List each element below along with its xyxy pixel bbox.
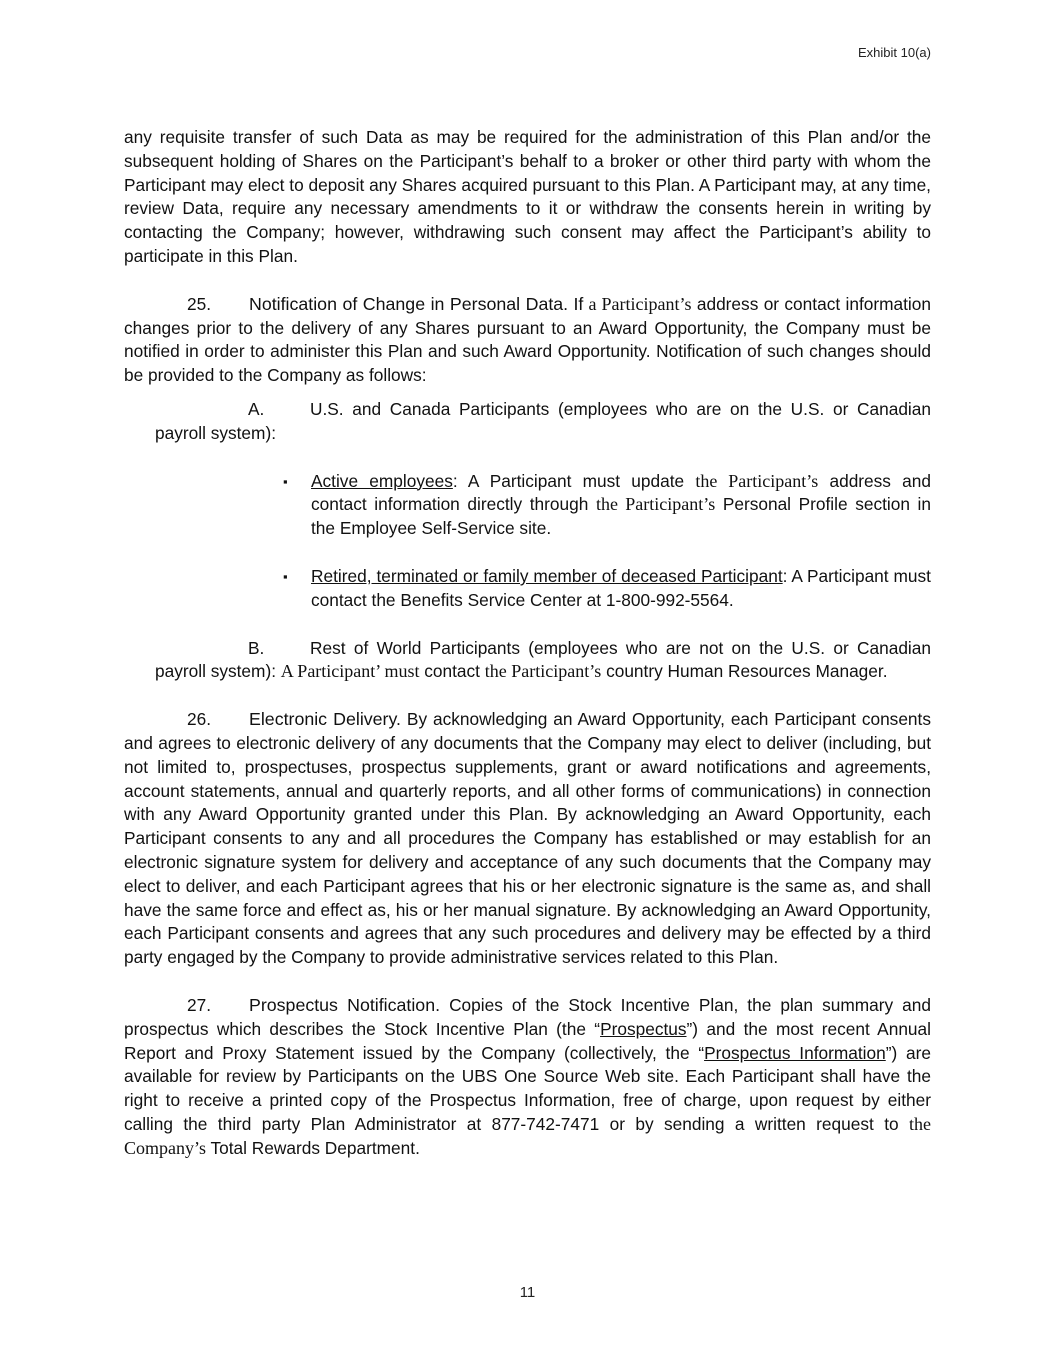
exhibit-label: Exhibit 10(a) <box>858 45 931 60</box>
item-b-letter: B. <box>248 637 265 658</box>
section-25-paragraph <box>124 293 931 388</box>
bullet-retired <box>283 565 931 613</box>
section-26-paragraph <box>124 708 931 970</box>
section-27-text-2: ”) and the most recent Annual Report and Proxy Statement issued by the Company (collectively, the “ <box>124 1018 931 1063</box>
section-27-text-4: Total Rewards Department. <box>206 1137 420 1158</box>
intro-paragraph: any requisite transfer of such Data as may be required for the administration of this Plan and/or the subsequent holding of Shares on the Participant’s behalf to a broker or other third party with whom the Participant may elect to deposit any Shares acquired pursuant to this Plan. A Participant may, at any time, review Data, require any necessary amendments to it or withdraw the consents herein in writing by contacting the Company; however, withdrawing such consent may affect the Participant’s ability to participate in this Plan. <box>124 127 931 266</box>
bullet-retired-label: Retired, terminated or family member of deceased Participant <box>311 565 783 586</box>
document-body <box>124 126 931 1160</box>
section-27-heading: Prospectus Notification. <box>249 994 441 1015</box>
bullet-active-text-1: : A Participant must update <box>452 470 696 491</box>
bullet-active-text-2: address and contact information directly through <box>311 470 932 515</box>
section-25-lead: If <box>573 293 584 314</box>
item-a-letter: A. <box>248 398 265 419</box>
section-25-body: address or contact information changes prior to the delivery of any Shares pursuant to an Award Opportunity, the Company must be notified in order to administer this Plan and such Award Opportunity. Notification of such changes should be provided to the Company as follows: <box>124 293 931 386</box>
defined-term-prospectus-information: Prospectus Information <box>704 1042 886 1063</box>
section-26-body: By acknowledging an Award Opportunity, each Participant consents and agrees to electronic delivery of any documents that the Company may elect to deliver (including, but not limited to, prospectuses, prospectus supplements, grant or award notifications and agreements, account statements, annual and quarterly reports, and all other forms of communications) in connection with any Award Opportunity granted under this Plan. By acknowledging an Award Opportunity, each Participant consents to any and all procedures the Company has established or may establish for an electronic signature system for delivery and acceptance of any such documents that the Company may elect to deliver, and each Participant agrees that his or her electronic signature is the same as, and shall have the same force and effect as, his or her manual signature. By acknowledging an Award Opportunity, each Participant consents and agrees that any such procedures and delivery may be effected by a third party engaged by the Company to provide administrative services related to this Plan. <box>124 709 931 968</box>
section-26-heading: Electronic Delivery. <box>249 709 401 730</box>
section-27-number: 27. <box>187 994 212 1015</box>
bullet-active-label: Active employees <box>311 470 453 491</box>
item-b-serif-1: A Participant’ must <box>280 661 420 682</box>
section-25-heading: Notification of Change in Personal Data. <box>249 293 569 314</box>
section-27-text-1: Copies of the Stock Incentive Plan, the plan summary and prospectus which describes the Stock Incentive Plan (the “ <box>124 994 931 1039</box>
bullet-icon: ▪ <box>283 568 288 584</box>
item-a-bullet-list <box>124 470 931 613</box>
section-25-item-a <box>155 398 931 446</box>
page-number: 11 <box>519 1284 536 1301</box>
bullet-icon: ▪ <box>283 473 288 489</box>
item-b-text-1: Rest of World Participants (employees who are not on the U.S. or Canadian payroll system): <box>155 637 931 682</box>
bullet-active-employees <box>283 470 932 541</box>
section-26-number: 26. <box>187 709 212 730</box>
defined-term-prospectus: Prospectus <box>600 1018 687 1039</box>
section-27-text-3: ”) are available for review by Participants on the UBS One Source Web site. Each Participant shall have the right to receive a printed copy of the Prospectus Information, free of charge, upon request by either calling the third party Plan Administrator at 877-742-7471 or by sending a written request to <box>124 1042 931 1134</box>
bullet-active-serif-2: the Participant’s <box>595 494 716 515</box>
section-27-serif-1: the Company’s <box>124 1113 931 1158</box>
bullet-active-serif-1: the Participant’s <box>695 470 819 491</box>
section-25-item-b <box>155 637 931 685</box>
bullet-active-text-3: Personal Profile section in the Employee Self-Service site. <box>311 494 931 539</box>
section-25-serif-text: a Participant’s <box>583 293 692 314</box>
item-a-text: U.S. and Canada Participants (employees who are on the U.S. or Canadian payroll system): <box>155 398 931 443</box>
item-b-text-3: country Human Resources Manager. <box>601 661 888 682</box>
item-b-serif-2: the Participant’s <box>484 661 602 682</box>
section-25-number: 25. <box>187 293 212 314</box>
item-b-text-2: contact <box>419 661 485 682</box>
bullet-retired-text: : A Participant must contact the Benefits Service Center at 1-800-992-5564. <box>311 565 931 610</box>
section-27-paragraph <box>124 994 931 1161</box>
